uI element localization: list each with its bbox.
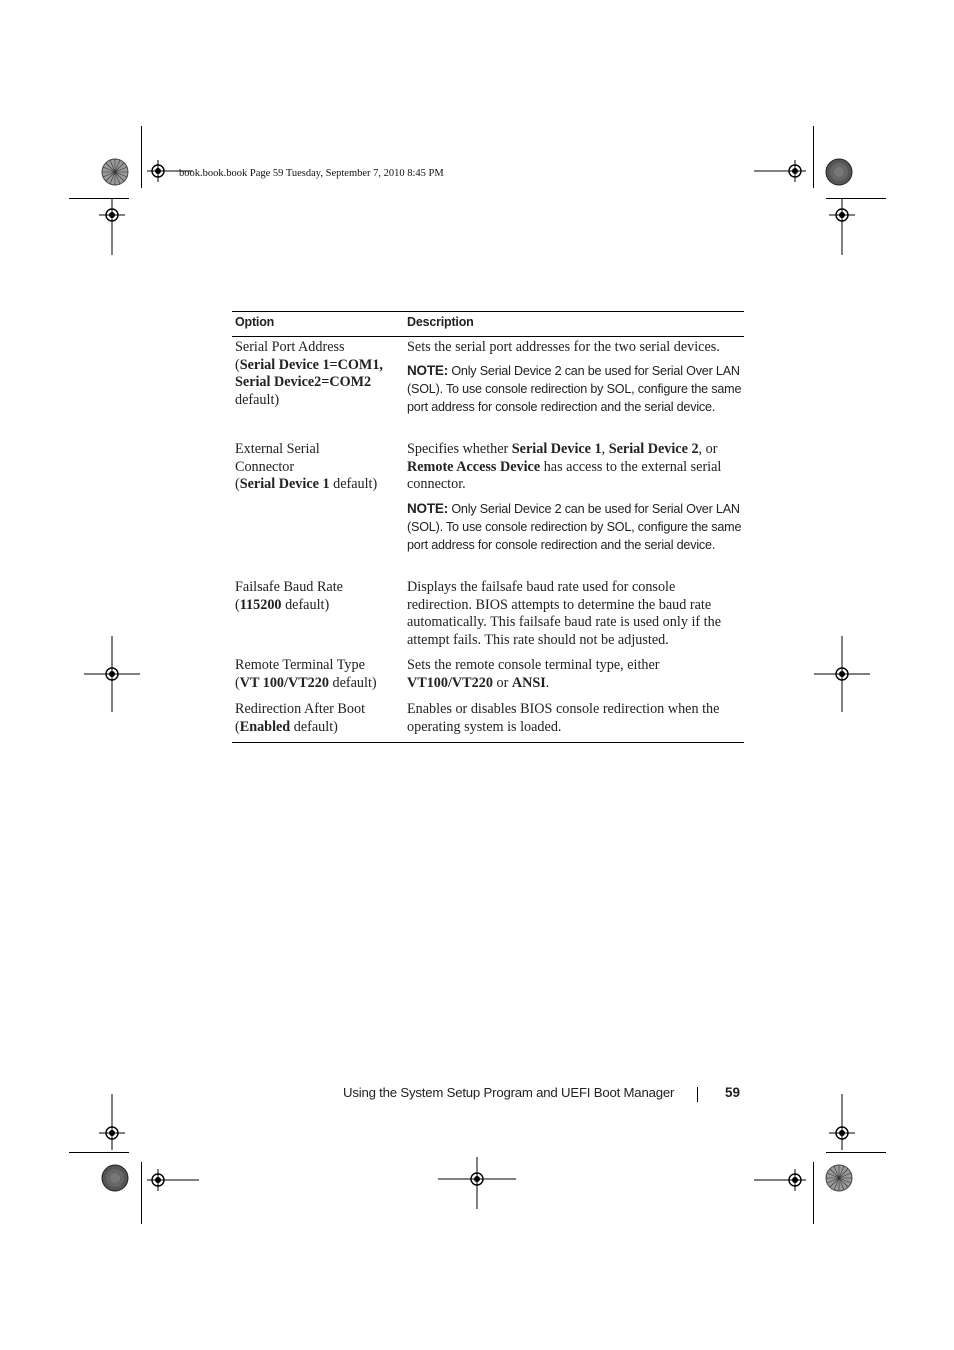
table-row-option	[235, 579, 400, 614]
option-name: Serial Port Address	[235, 339, 345, 355]
table-top-rule	[232, 311, 744, 312]
note-label: NOTE:	[407, 363, 448, 378]
trim-mark	[69, 1152, 129, 1153]
note-text: Only Serial Device 2 can be used for Serial Over LAN (SOL). To use console redirection by SOL, configure the same port address for console redirection and the serial device.	[407, 364, 742, 414]
print-slug: book.book.book Page 59 Tuesday, September 7, 2010 8:45 PM	[179, 168, 444, 179]
trim-mark	[826, 1152, 886, 1153]
registration-mark-icon	[754, 160, 806, 182]
running-footer: Using the System Setup Program and UEFI Boot Manager	[343, 1085, 675, 1100]
option-default: Serial Device2=COM2	[235, 374, 372, 391]
table-row-option	[235, 339, 400, 409]
option-default-value: Serial Device 1=COM1,	[239, 356, 383, 373]
registration-mark-icon	[84, 636, 140, 712]
sunburst-mark-icon	[101, 1164, 129, 1192]
registration-mark-icon	[814, 636, 870, 712]
option-default: default)	[235, 391, 280, 408]
registration-mark-icon	[99, 199, 125, 255]
registration-mark-icon	[754, 1169, 806, 1191]
table-row-option	[235, 441, 400, 494]
sunburst-mark-icon	[101, 158, 129, 186]
option-default: (Serial Device 1=COM1,	[235, 356, 383, 373]
table-row-option	[235, 701, 400, 736]
option-name: Failsafe Baud Rate	[235, 579, 343, 595]
option-default: (VT 100/VT220 default)	[235, 674, 377, 691]
table-row-description: Displays the failsafe baud rate used for console redirection. BIOS attempts to determine the baud rate automatically. This failsafe baud rate is used only if the attempt fails. This rate should not be adjusted.	[407, 579, 722, 648]
option-default: (Serial Device 1 default)	[235, 476, 378, 493]
header-description: Description	[407, 315, 474, 329]
table-row-description: Sets the serial port addresses for the two serial devices.	[407, 339, 720, 355]
trim-mark	[141, 126, 142, 188]
table-row-description: Specifies whether Serial Device 1, Serial Device 2, or Remote Access Device has access to the external serial connector.	[407, 441, 722, 493]
table-row-option	[235, 657, 400, 692]
option-name: Remote Terminal Type	[235, 657, 365, 673]
note-label: NOTE:	[407, 501, 448, 516]
page-number: 59	[725, 1085, 741, 1100]
registration-mark-icon	[147, 1169, 199, 1191]
note-text: Only Serial Device 2 can be used for Serial Over LAN (SOL). To use console redirection by SOL, configure the same port address for console redirection and the serial device.	[407, 502, 742, 552]
registration-mark-icon	[99, 1094, 125, 1150]
note	[407, 500, 743, 554]
registration-mark-icon	[438, 1157, 516, 1209]
option-name: Connector	[235, 458, 295, 475]
option-name: Redirection After Boot	[235, 701, 366, 717]
trim-mark	[813, 1162, 814, 1224]
option-name: External Serial	[235, 441, 320, 457]
registration-mark-icon	[829, 199, 855, 255]
trim-mark	[141, 1162, 142, 1224]
option-default: (115200 default)	[235, 596, 330, 613]
option-default: (Enabled default)	[235, 718, 338, 735]
note	[407, 362, 743, 416]
footer-divider	[697, 1087, 698, 1102]
table-row-description: Enables or disables BIOS console redirection when the operating system is loaded.	[407, 701, 720, 735]
table-row-description: Sets the remote console terminal type, either VT100/VT220 or ANSI.	[407, 657, 660, 691]
trim-mark	[813, 126, 814, 188]
header-option: Option	[235, 315, 275, 329]
sunburst-mark-icon	[825, 1164, 853, 1192]
registration-mark-icon	[829, 1094, 855, 1150]
table-bottom-rule	[232, 742, 744, 743]
table-header-rule	[232, 336, 744, 337]
sunburst-mark-icon	[825, 158, 853, 186]
